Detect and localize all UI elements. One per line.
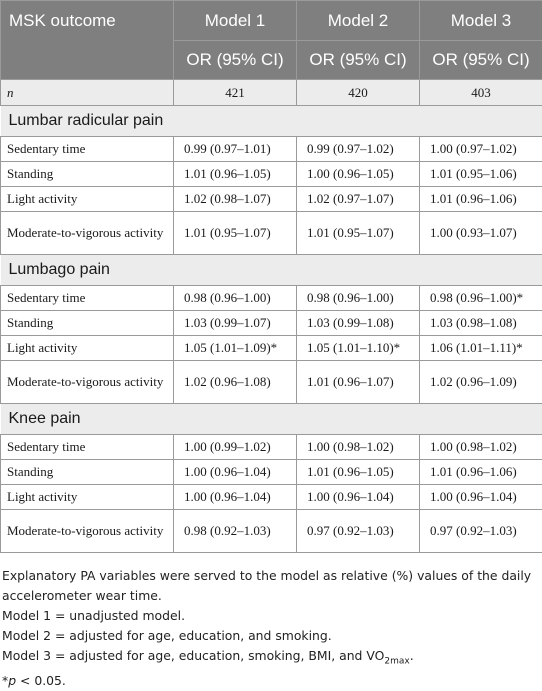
section-header-row [1, 255, 542, 286]
footnote-model-3-end: . [410, 648, 414, 663]
cell-value: 1.00 (0.99–1.02) [174, 435, 297, 460]
header-or-ci-1: OR (95% CI) [174, 41, 297, 80]
cell-value: 1.01 (0.96–1.07) [297, 361, 420, 404]
cell-value: 1.03 (0.98–1.08) [420, 311, 542, 336]
row-label: Standing [1, 162, 174, 187]
cell-value: 1.00 (0.96–1.04) [174, 460, 297, 485]
footnote-model-3 [2, 646, 538, 671]
table-row [1, 361, 542, 404]
cell-value: 0.99 (0.97–1.01) [174, 137, 297, 162]
n-value: 420 [297, 80, 420, 106]
cell-value: 1.00 (0.96–1.04) [420, 485, 542, 510]
header-or-ci-3: OR (95% CI) [420, 41, 542, 80]
cell-value: 1.00 (0.98–1.02) [420, 435, 542, 460]
footnote-threshold: < 0.05. [16, 673, 66, 688]
table-row [1, 212, 542, 255]
header-msk-outcome: MSK outcome [1, 1, 174, 80]
n-row [1, 80, 542, 106]
cell-value: 1.01 (0.96–1.06) [420, 460, 542, 485]
table-row [1, 137, 542, 162]
section-header-row [1, 404, 542, 435]
cell-value: 1.05 (1.01–1.10)* [297, 336, 420, 361]
header-model-1: Model 1 [174, 1, 297, 41]
header-or-ci-2: OR (95% CI) [297, 41, 420, 80]
section-title: Lumbago pain [1, 255, 542, 286]
cell-value: 1.01 (0.96–1.06) [420, 187, 542, 212]
cell-value: 0.98 (0.92–1.03) [174, 510, 297, 553]
cell-value: 1.02 (0.97–1.07) [297, 187, 420, 212]
cell-value: 0.98 (0.96–1.00) [297, 286, 420, 311]
footnote-model-3-text: Model 3 = adjusted for age, education, smoking, BMI, and VO [2, 648, 384, 663]
table-footnotes [2, 566, 538, 691]
cell-value: 1.02 (0.96–1.09) [420, 361, 542, 404]
cell-value: 0.97 (0.92–1.03) [297, 510, 420, 553]
cell-value: 1.00 (0.96–1.05) [297, 162, 420, 187]
table-row [1, 435, 542, 460]
footnote-star: * [2, 673, 8, 688]
footnote-explanatory: Explanatory PA variables were served to the model as relative (%) values of the daily accelerometer wear time. [2, 566, 538, 606]
table-row [1, 187, 542, 212]
footnote-model-3-subscript: 2max [384, 656, 409, 666]
footnote-model-1: Model 1 = unadjusted model. [2, 606, 538, 626]
cell-value: 1.00 (0.93–1.07) [420, 212, 542, 255]
footnote-model-2: Model 2 = adjusted for age, education, and smoking. [2, 626, 538, 646]
header-model-3: Model 3 [420, 1, 542, 41]
table-row [1, 510, 542, 553]
cell-value: 0.98 (0.96–1.00) [174, 286, 297, 311]
row-label: Standing [1, 460, 174, 485]
cell-value: 0.97 (0.92–1.03) [420, 510, 542, 553]
cell-value: 0.98 (0.96–1.00)* [420, 286, 542, 311]
n-label: n [1, 80, 174, 106]
section-header-row [1, 106, 542, 137]
table-row [1, 311, 542, 336]
row-label: Sedentary time [1, 435, 174, 460]
table-row [1, 162, 542, 187]
table-row [1, 460, 542, 485]
cell-value: 1.01 (0.95–1.07) [174, 212, 297, 255]
table-row [1, 286, 542, 311]
row-label: Light activity [1, 336, 174, 361]
table-row [1, 336, 542, 361]
table-row [1, 485, 542, 510]
row-label: Moderate-to-vigorous activity [1, 510, 174, 553]
row-label: Moderate-to-vigorous activity [1, 212, 174, 255]
section-title: Knee pain [1, 404, 542, 435]
row-label: Standing [1, 311, 174, 336]
cell-value: 1.00 (0.97–1.02) [420, 137, 542, 162]
cell-value: 1.00 (0.96–1.04) [297, 485, 420, 510]
cell-value: 1.02 (0.96–1.08) [174, 361, 297, 404]
cell-value: 1.05 (1.01–1.09)* [174, 336, 297, 361]
cell-value: 1.01 (0.96–1.05) [297, 460, 420, 485]
cell-value: 1.00 (0.96–1.04) [174, 485, 297, 510]
row-label: Light activity [1, 485, 174, 510]
cell-value: 1.00 (0.98–1.02) [297, 435, 420, 460]
cell-value: 1.01 (0.96–1.05) [174, 162, 297, 187]
row-label: Sedentary time [1, 137, 174, 162]
footnote-p: p [8, 673, 16, 688]
row-label: Light activity [1, 187, 174, 212]
n-value: 421 [174, 80, 297, 106]
cell-value: 1.01 (0.95–1.06) [420, 162, 542, 187]
row-label: Sedentary time [1, 286, 174, 311]
cell-value: 1.03 (0.99–1.07) [174, 311, 297, 336]
cell-value: 1.06 (1.01–1.11)* [420, 336, 542, 361]
cell-value: 1.01 (0.95–1.07) [297, 212, 420, 255]
footnote-significance [2, 671, 538, 691]
n-value: 403 [420, 80, 542, 106]
section-title: Lumbar radicular pain [1, 106, 542, 137]
row-label: Moderate-to-vigorous activity [1, 361, 174, 404]
cell-value: 1.02 (0.98–1.07) [174, 187, 297, 212]
cell-value: 0.99 (0.97–1.02) [297, 137, 420, 162]
cell-value: 1.03 (0.99–1.08) [297, 311, 420, 336]
header-model-2: Model 2 [297, 1, 420, 41]
